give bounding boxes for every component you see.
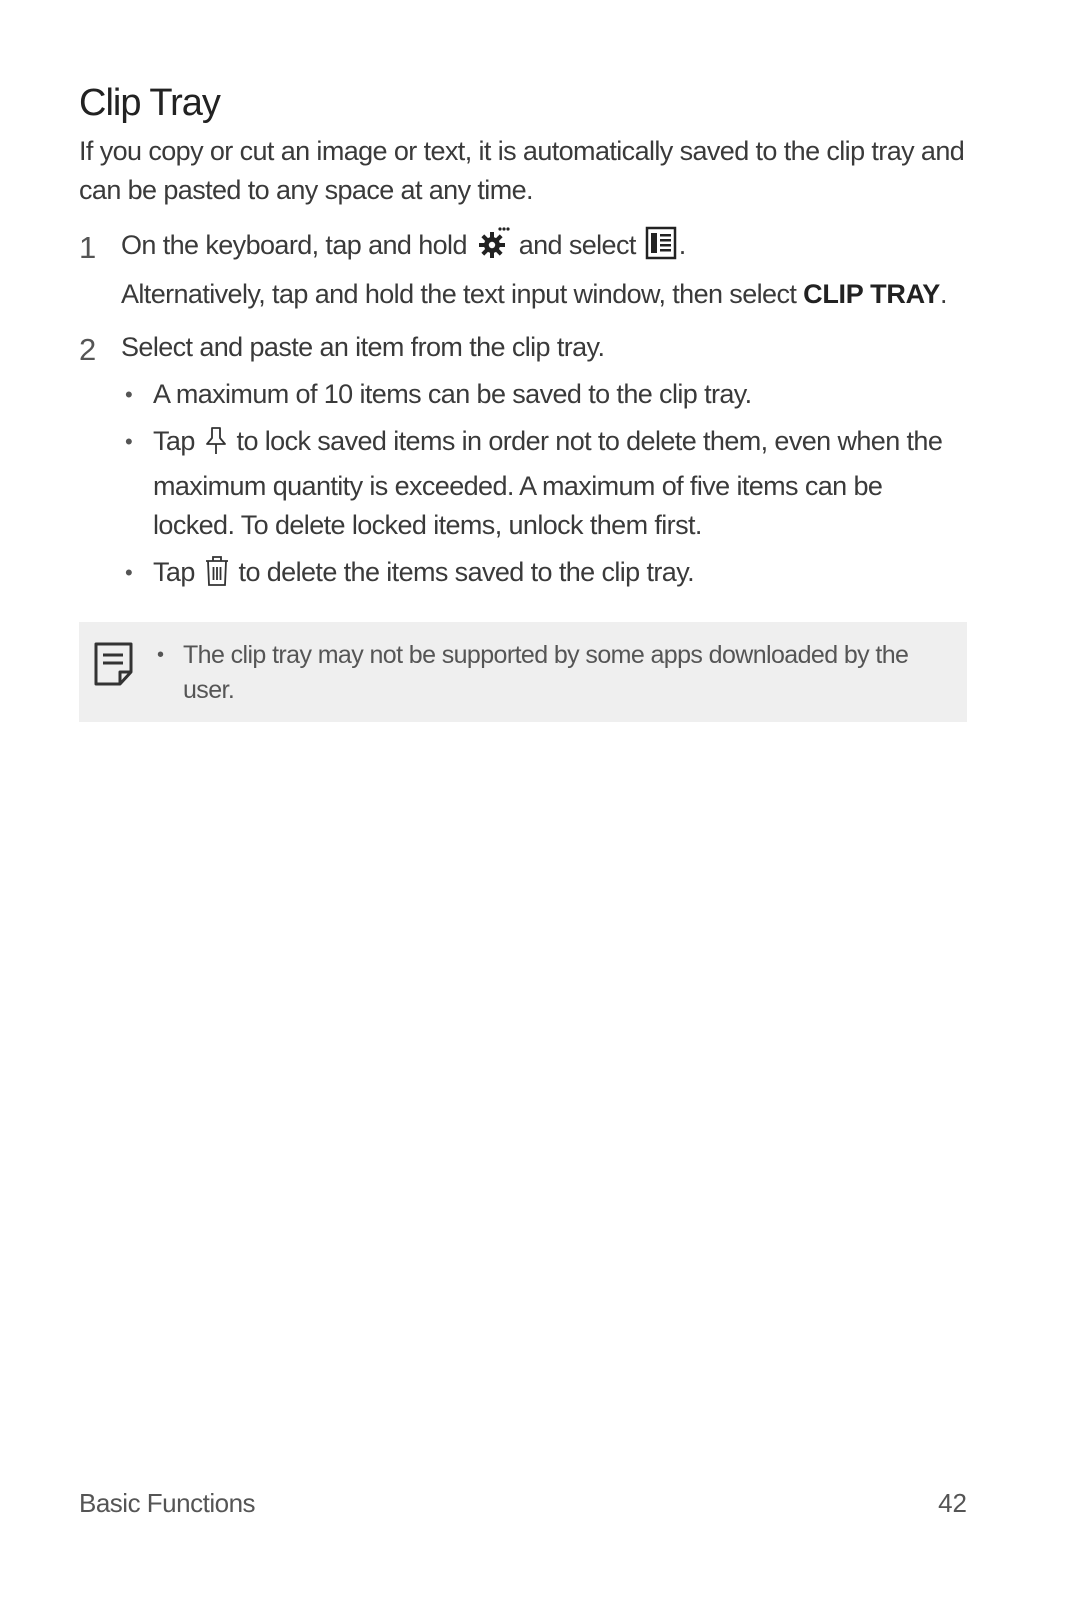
note-text: • The clip tray may not be supported by some apps downloaded by the user. — [183, 638, 937, 708]
step-1-period: . — [678, 230, 686, 260]
bullet-prefix: Tap — [153, 426, 195, 456]
clip-tray-icon — [645, 226, 677, 271]
step-number: 2 — [79, 332, 96, 367]
step-1-text-b: and select — [518, 230, 636, 260]
step-1 — [79, 226, 967, 314]
gear-icon — [476, 226, 510, 271]
note-box — [79, 622, 967, 722]
list-item — [121, 375, 967, 414]
trash-icon — [204, 555, 230, 598]
bullet-prefix: Tap — [153, 557, 195, 587]
step-number: 1 — [79, 230, 96, 265]
page-number: 42 — [938, 1488, 967, 1518]
step-1-alt-text: Alternatively, tap and hold the text input window, then select — [121, 279, 797, 309]
step-1-text-a: On the keyboard, tap and hold — [121, 230, 467, 260]
list-item — [121, 422, 967, 545]
step-2-bullets — [121, 375, 967, 598]
list-item — [121, 553, 967, 598]
bullet-text: A maximum of 10 items can be saved to the clip tray. — [153, 379, 752, 409]
bullet-text: to lock saved items in order not to delete them, even when the maximum quantity is exceeded. A maximum of five items can be locked. To delete locked items, unlock them first. — [153, 426, 943, 540]
pin-icon — [204, 426, 228, 467]
step-2-text: Select and paste an item from the clip tray. — [121, 332, 605, 362]
intro-paragraph: If you copy or cut an image or text, it is automatically saved to the clip tray and can be pasted to any space at any time. — [79, 136, 965, 205]
step-1-alt-end: . — [940, 279, 947, 309]
step-2 — [79, 328, 967, 598]
page-content — [79, 80, 967, 722]
page-title: Clip Tray — [79, 82, 220, 124]
bullet-text: to delete the items saved to the clip tray. — [238, 557, 695, 587]
clip-tray-label: CLIP TRAY — [803, 279, 940, 309]
note-icon — [94, 642, 134, 696]
footer-section: Basic Functions — [79, 1488, 256, 1518]
